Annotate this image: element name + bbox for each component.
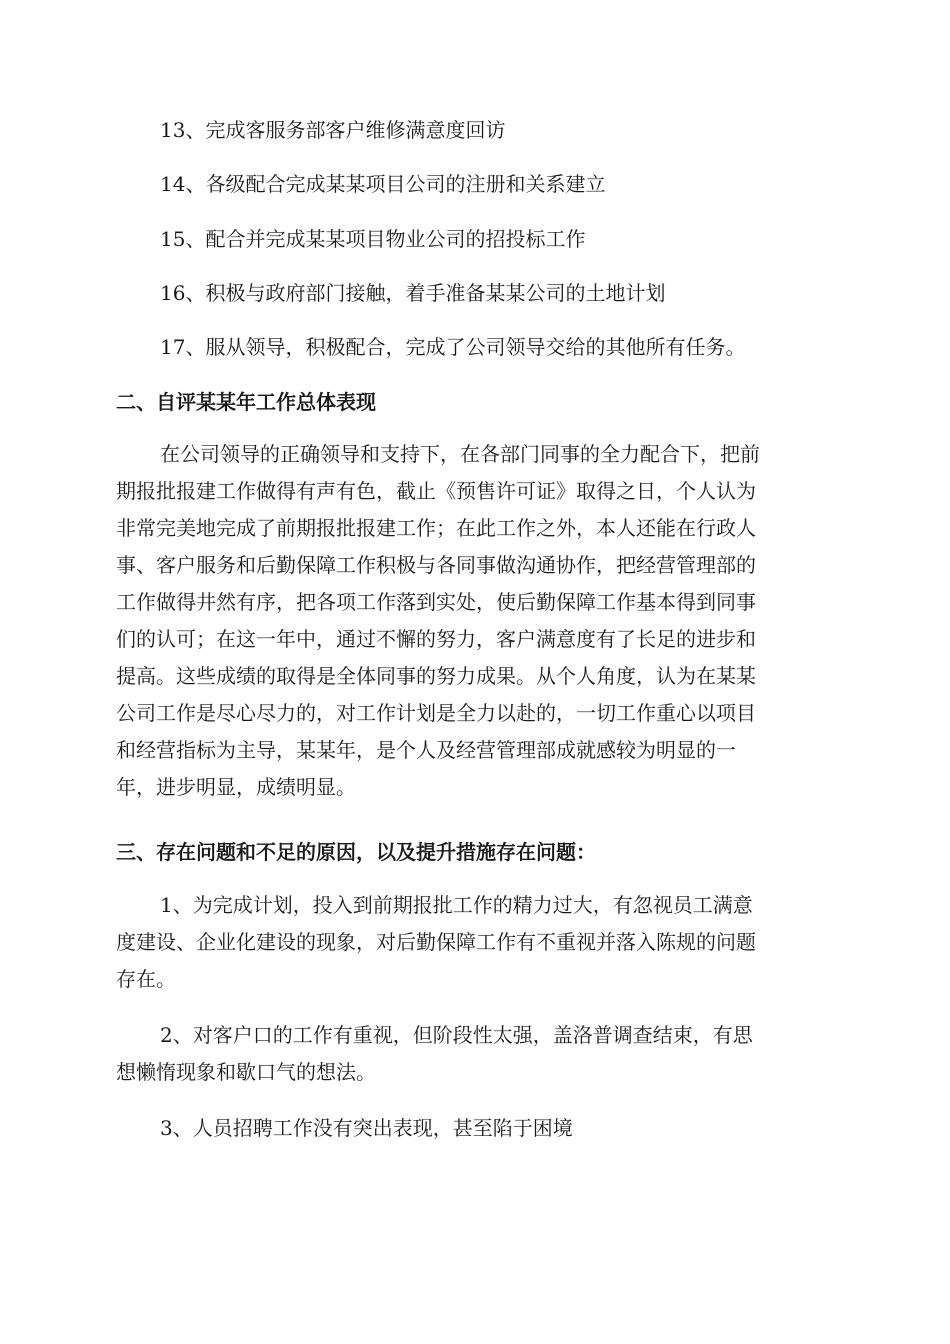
section-heading: 三、存在问题和不足的原因，以及提升措施存在问题： <box>116 840 596 864</box>
paragraph-line: 3、人员招聘工作没有突出表现，甚至陷于困境 <box>160 1116 573 1140</box>
problem-paragraph <box>116 1017 836 1091</box>
list-item: 17、服从领导，积极配合，完成了公司领导交给的其他所有任务。 <box>160 335 746 359</box>
paragraph-line: 存在。 <box>116 967 176 991</box>
paragraph-line: 想懒惰现象和歇口气的想法。 <box>116 1060 376 1084</box>
list-item: 16、积极与政府部门接触，着手准备某某公司的土地计划 <box>160 281 666 305</box>
paragraph-line: 度建设、企业化建设的现象，对后勤保障工作有不重视并落入陈规的问题 <box>116 930 756 954</box>
paragraph-line: 事、客户服务和后勤保障工作积极与各同事做沟通协作，把经营管理部的 <box>116 553 756 577</box>
section-heading: 二、自评某某年工作总体表现 <box>116 390 376 414</box>
paragraph-line: 工作做得井然有序，把各项工作落到实处，使后勤保障工作基本得到同事 <box>116 590 756 614</box>
problem-paragraph <box>116 1110 836 1147</box>
paragraph-line: 1、为完成计划，投入到前期报批工作的精力过大，有忽视员工满意 <box>160 893 753 917</box>
paragraph-line: 年，进步明显，成绩明显。 <box>116 775 356 799</box>
paragraph-line: 期报批报建工作做得有声有色，截止《预售许可证》取得之日，个人认为 <box>116 479 756 503</box>
summary-paragraph <box>116 436 836 806</box>
list-item: 15、配合并完成某某项目物业公司的招投标工作 <box>160 227 586 251</box>
paragraph-line: 们的认可；在这一年中，通过不懈的努力，客户满意度有了长足的进步和 <box>116 627 756 651</box>
paragraph-line: 提高。这些成绩的取得是全体同事的努力成果。从个人角度，认为在某某 <box>116 664 756 688</box>
paragraph-line: 公司工作是尽心尽力的，对工作计划是全力以赴的，一切工作重心以项目 <box>116 701 756 725</box>
paragraph-line: 和经营指标为主导，某某年，是个人及经营管理部成就感较为明显的一 <box>116 738 736 762</box>
paragraph-line: 在公司领导的正确领导和支持下，在各部门同事的全力配合下，把前 <box>160 442 760 466</box>
list-item: 13、完成客服务部客户维修满意度回访 <box>160 118 506 142</box>
paragraph-line: 2、对客户口的工作有重视，但阶段性太强，盖洛普调查结束，有思 <box>160 1023 753 1047</box>
problem-paragraph <box>116 887 836 998</box>
paragraph-line: 非常完美地完成了前期报批报建工作；在此工作之外，本人还能在行政人 <box>116 516 756 540</box>
list-item: 14、各级配合完成某某项目公司的注册和关系建立 <box>160 172 606 196</box>
